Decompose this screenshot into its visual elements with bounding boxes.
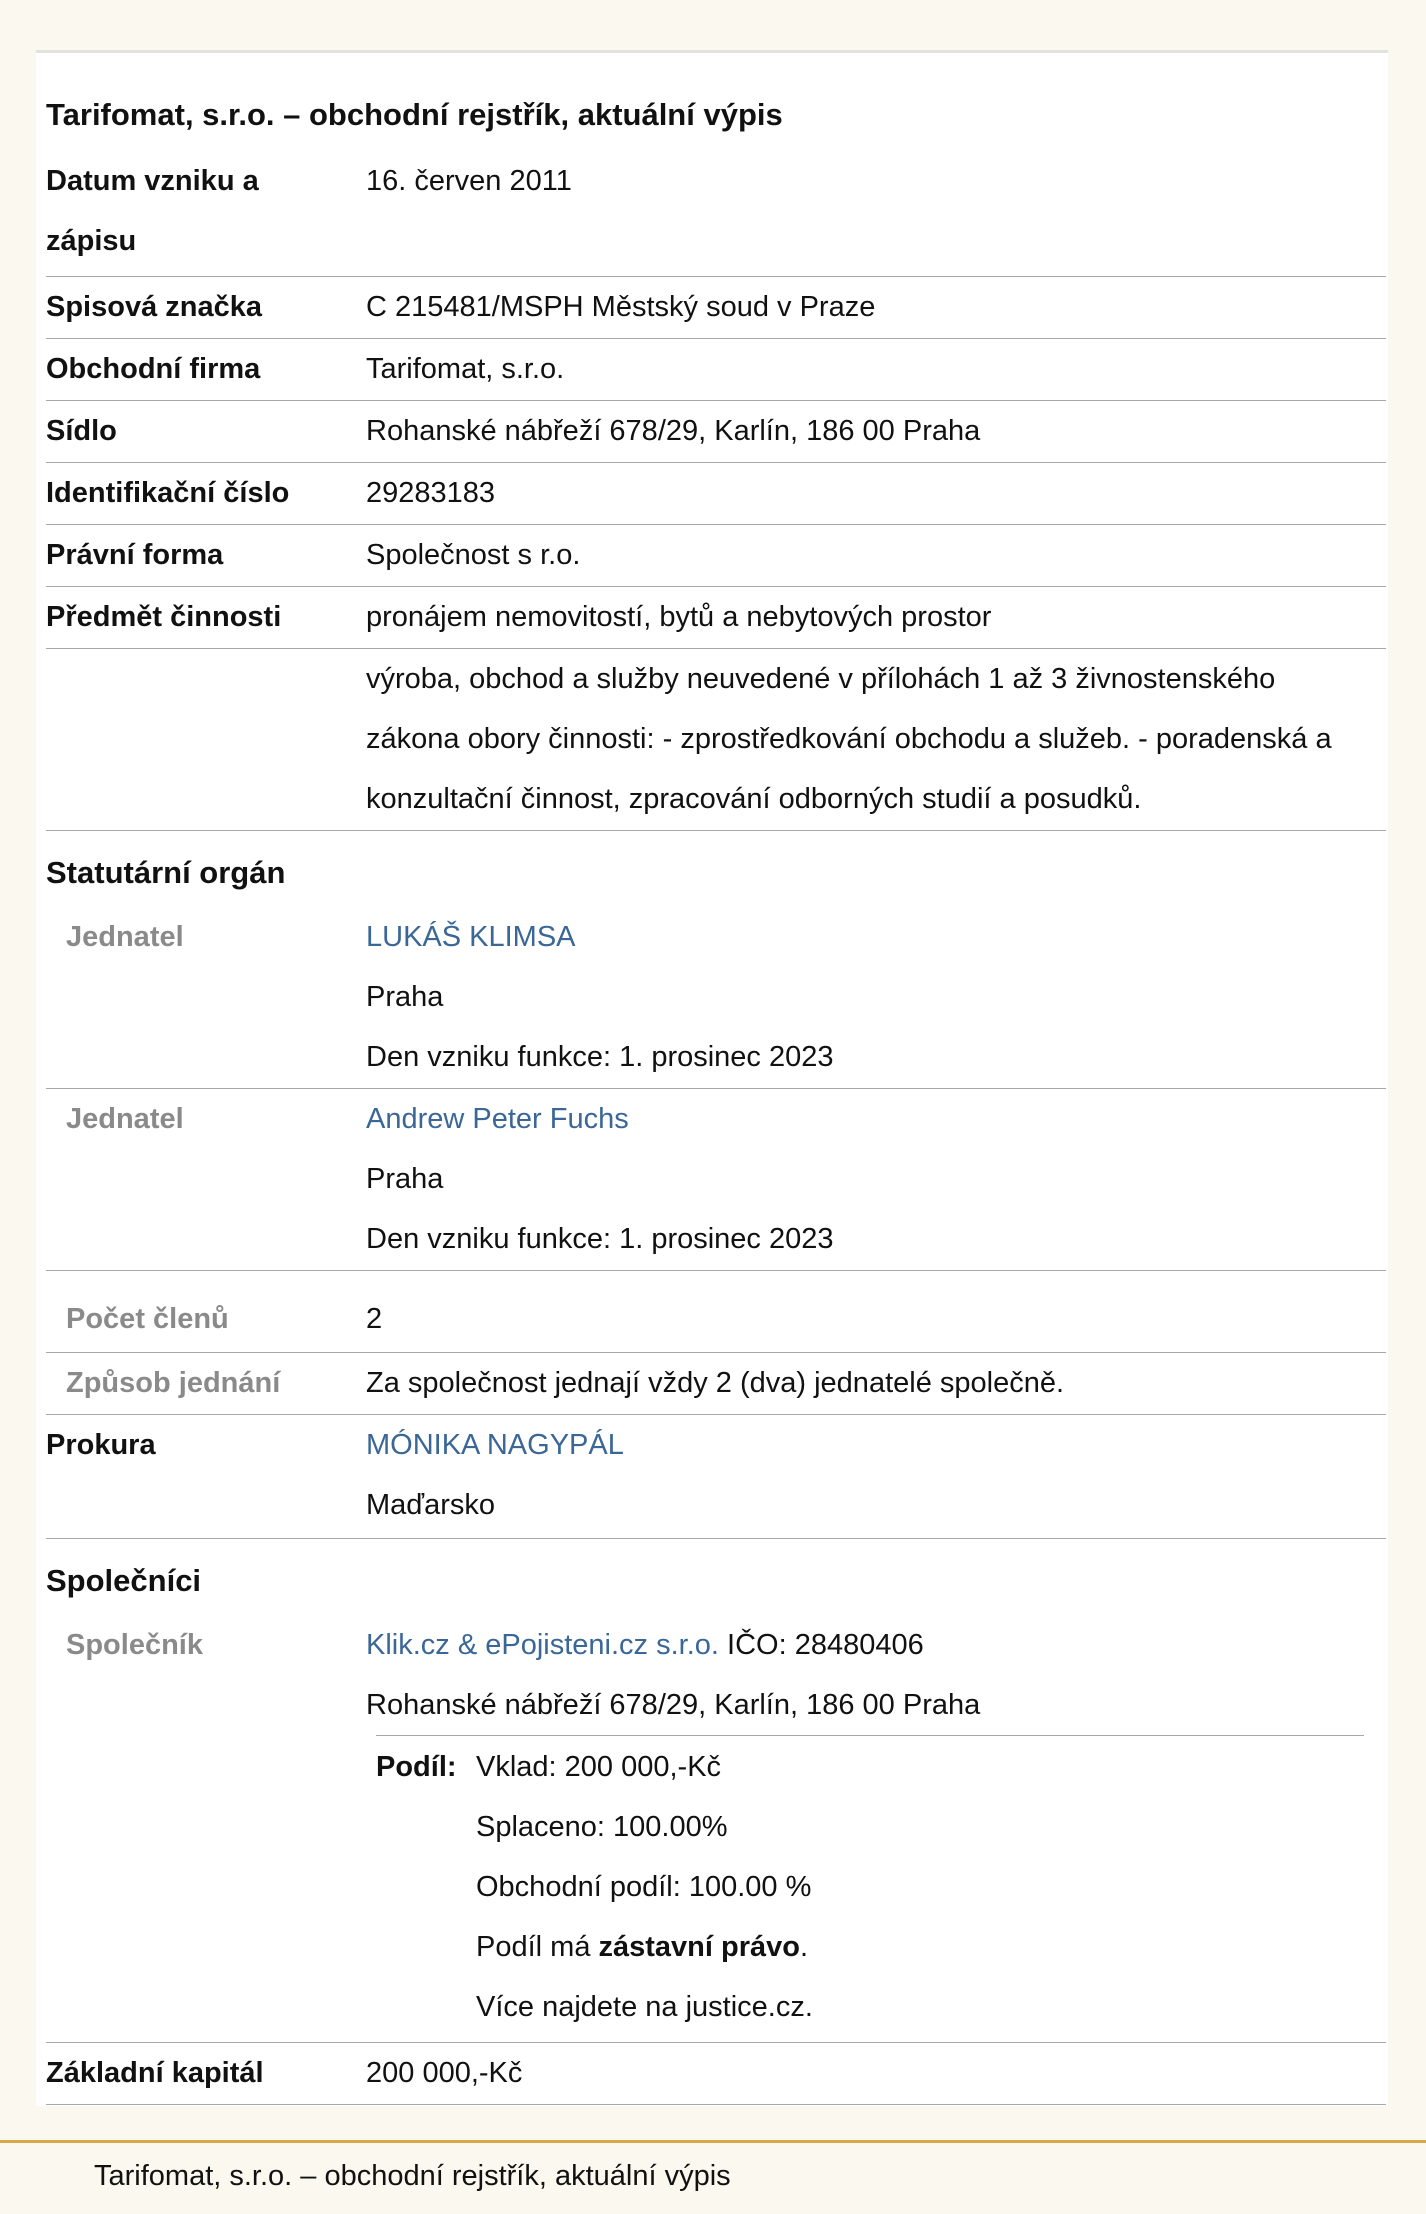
prokura-country: Maďarsko [366,1489,496,1521]
row-identifikacni-cislo [46,463,1386,525]
section-spolecnici: Společníci [46,1563,202,1598]
value-jednatel-2 [366,1089,1376,1269]
jednatel-2-city: Praha [366,1163,444,1195]
value-datum-vzniku: 16. červen 2011 [366,165,572,197]
label-zakladni-kapital: Základní kapitál [46,2057,264,2089]
row-jednatel-2 [46,1089,1386,1271]
label-obchodni-firma: Obchodní firma [46,353,261,385]
footer-text: Tarifomat, s.r.o. – obchodní rejstřík, aktuální výpis [94,2160,731,2192]
podil-zastavni: Podíl má zástavní právo. [476,1931,809,1963]
label-datum-line2: zápisu [46,225,137,257]
label-jednatel-1: Jednatel [66,921,184,953]
value-spisova-znacka: C 215481/MSPH Městský soud v Praze [366,291,876,323]
value-pocet-clenu: 2 [366,1303,383,1335]
spolecnik-address: Rohanské nábřeží 678/29, Karlín, 186 00 Praha [366,1689,981,1721]
podil-label: Podíl: [376,1751,457,1783]
label-datum-line1: Datum vzniku a [46,165,259,197]
predmet-line-3: konzultační činnost, zpracování odborných studií a posudků. [366,783,1142,815]
row-spisova-znacka [46,277,1386,339]
podil-vklad: Vklad: 200 000,-Kč [476,1751,722,1783]
value-zpusob-jednani: Za společnost jednají vždy 2 (dva) jednatelé společně. [366,1367,1065,1399]
value-predmet-cinnosti-1: pronájem nemovitostí, bytů a nebytových prostor [366,601,992,633]
row-pocet-clenu [46,1283,1386,1353]
podil-values [476,1737,813,2037]
label-zpusob-jednani: Způsob jednání [66,1367,281,1399]
row-jednatel-1 [46,907,1386,1089]
label-spolecnik: Společník [66,1629,203,1661]
row-obchodni-firma [46,339,1386,401]
jednatel-2-link[interactable]: Andrew Peter Fuchs [366,1103,629,1135]
jednatel-1-link[interactable]: LUKÁŠ KLIMSA [366,921,576,953]
podil-divider [376,1735,1364,1736]
label-jednatel-2: Jednatel [66,1103,184,1135]
row-datum-vzniku [46,151,1386,277]
value-jednatel-1 [366,907,1376,1087]
row-spolecnik [46,1615,1386,2043]
podil-vice: Více najdete na justice.cz. [476,1991,813,2023]
label-sidlo: Sídlo [46,415,117,447]
row-prokura [46,1415,1386,1539]
row-predmet-cinnosti-2 [46,649,1386,831]
jednatel-1-since: Den vzniku funkce: 1. prosinec 2023 [366,1041,834,1073]
value-predmet-cinnosti-2 [366,649,1376,829]
predmet-line-1: výroba, obchod a služby neuvedené v přílohách 1 až 3 živnostenského [366,663,1276,695]
row-zpusob-jednani [46,1353,1386,1415]
label-predmet-cinnosti: Předmět činnosti [46,601,282,633]
label-identifikacni-cislo: Identifikační číslo [46,477,290,509]
row-predmet-cinnosti [46,587,1386,649]
value-sidlo: Rohanské nábřeží 678/29, Karlín, 186 00 Praha [366,415,981,447]
label-prokura: Prokura [46,1429,156,1461]
spolecnik-ico: IČO: 28480406 [727,1629,924,1661]
jednatel-2-since: Den vzniku funkce: 1. prosinec 2023 [366,1223,834,1255]
value-spolecnik [366,1615,1376,1735]
footer-divider [0,2140,1426,2143]
row-sidlo [46,401,1386,463]
section-statutarni-organ: Statutární orgán [46,855,286,890]
podil-obchodni: Obchodní podíl: 100.00 % [476,1871,812,1903]
label-pravni-forma: Právní forma [46,539,224,571]
row-pravni-forma [46,525,1386,587]
value-prokura [366,1415,1376,1535]
label-datum-vzniku [46,151,346,271]
jednatel-1-city: Praha [366,981,444,1013]
prokura-link[interactable]: MÓNIKA NAGYPÁL [366,1429,624,1461]
spolecnik-link[interactable]: Klik.cz & ePojisteni.cz s.r.o. [366,1629,719,1661]
predmet-line-2: zákona obory činnosti: - zprostředkování obchodu a služeb. - poradenská a [366,723,1332,755]
label-spisova-znacka: Spisová značka [46,291,262,323]
row-zakladni-kapital [46,2043,1386,2105]
page-title: Tarifomat, s.r.o. – obchodní rejstřík, aktuální výpis [46,97,783,132]
value-identifikacni-cislo: 29283183 [366,477,496,509]
value-obchodni-firma: Tarifomat, s.r.o. [366,353,565,385]
label-pocet-clenu: Počet členů [66,1303,229,1335]
podil-splaceno: Splaceno: 100.00% [476,1811,728,1843]
value-pravni-forma: Společnost s r.o. [366,539,581,571]
value-zakladni-kapital: 200 000,-Kč [366,2057,523,2089]
register-card [36,50,1388,2106]
